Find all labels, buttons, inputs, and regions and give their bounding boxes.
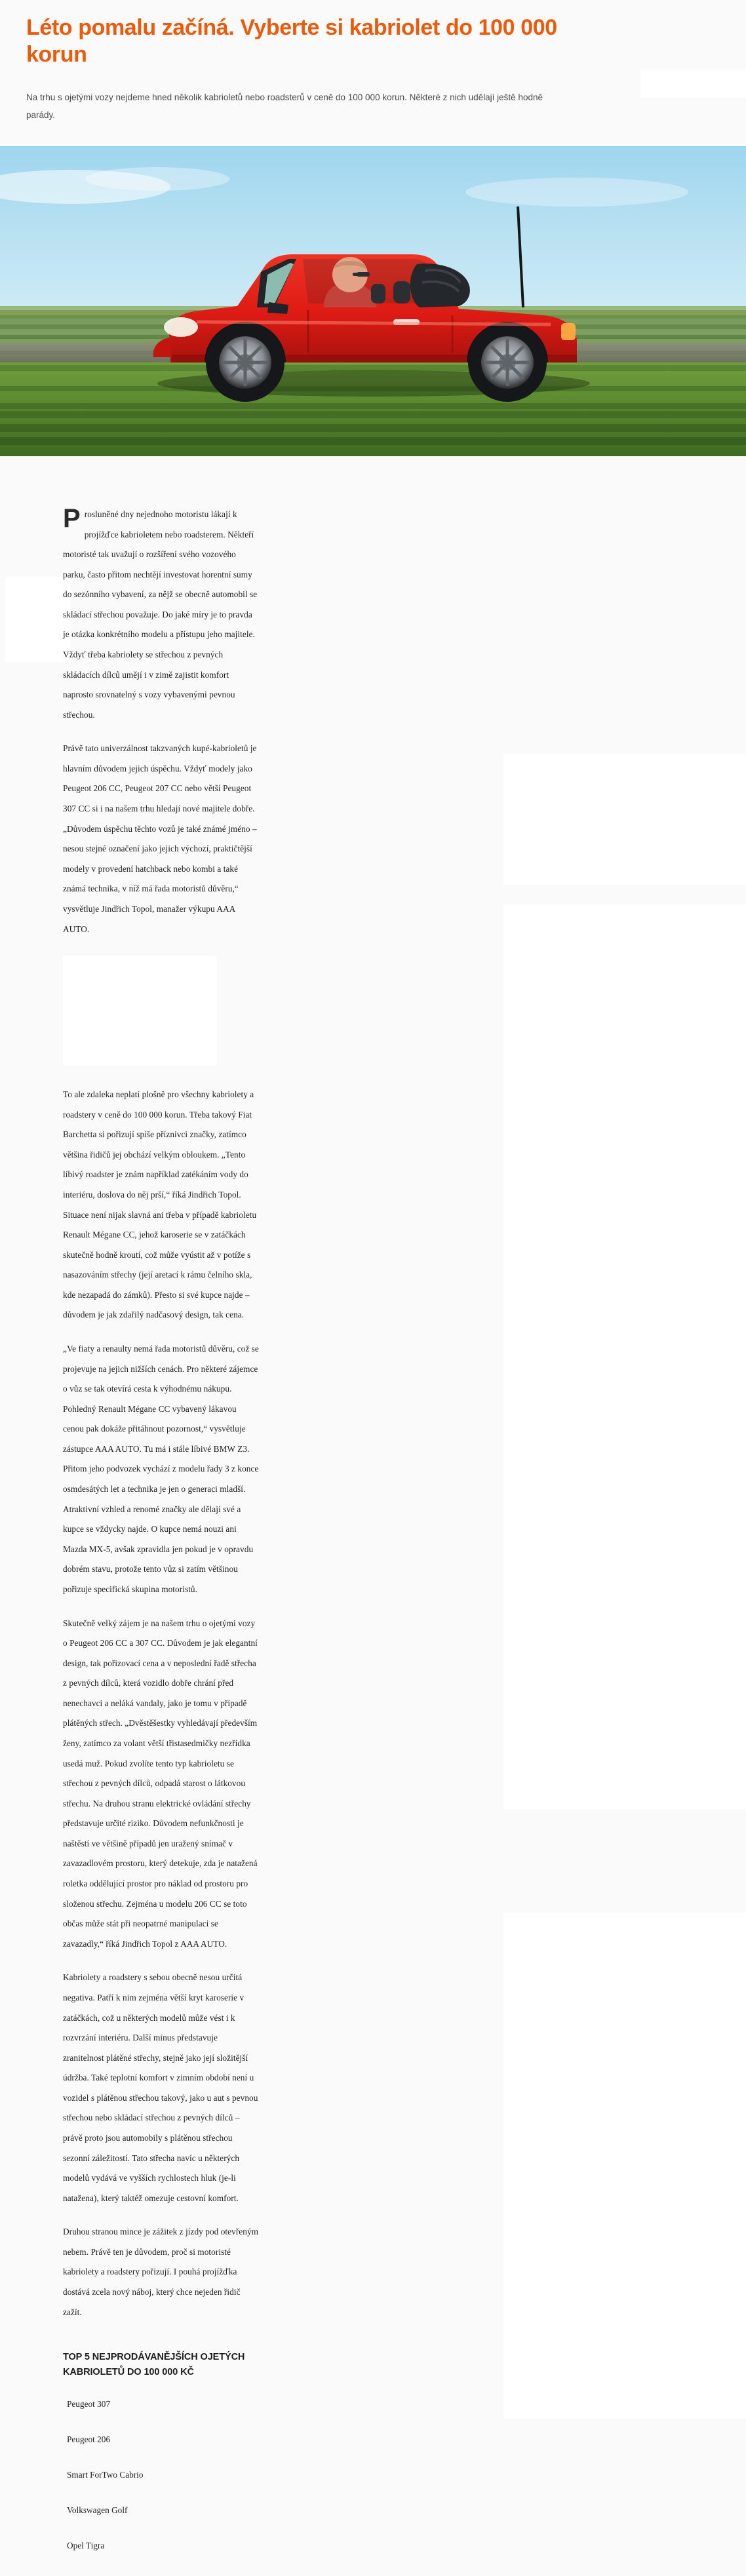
list-item: Smart ForTwo Cabrio bbox=[67, 2470, 144, 2480]
article-header bbox=[0, 0, 629, 124]
top5-title: TOP 5 NEJPRODÁVANĚJŠÍCH OJETÝCH KABRIOLETŮ DO 100 000 KČ bbox=[63, 2352, 245, 2377]
article-column bbox=[63, 505, 502, 2576]
paragraph: Právě tato univerzálnost takzvaných kupé-kabrioletů je hlavním důvodem jejich úspěchu. Vždyť modely jako Peugeot 206 CC, Peugeot 207 CC nebo větší Peugeot 307 CC si i na našem trhu hledají nové majitele dobře. „Důvodem úspěchu těchto vozů je také známé jméno – nesou stejné označení jako jejich výchozí, praktičtější modely v provedení hatchback nebo kombi a také známá technika, v níž má řada motoristů důvěru,“ vysvětluje Jindřich Topol, manažer výkupu AAA AUTO. bbox=[63, 743, 257, 934]
list-item: Peugeot 206 bbox=[67, 2434, 111, 2445]
list-item: Peugeot 307 bbox=[67, 2399, 111, 2410]
paragraph: Skutečně velký zájem je na našem trhu o ojetými vozy o Peugeot 206 CC a 307 CC. Důvodem je jak elegantní design, tak pořizovací cena a v neposlední řadě střecha z pevných dílců, která vozidlo dobře chrání před nenechavci a neláká vandaly, jako je tomu v případě plátěných střech. „Dvěstěšestky vyhledávají především ženy, zatímco za volant větší třistasedmičky nezřídka usedá muž. Pokud zvolíte tento typ kabrioletu se střechou z pevných dílců, odpadá starost o látkovou střechu. Na druhou stranu elektrické ovládání střechy představuje určité riziko. Důvodem nefunkčnosti je naštěstí ve většině případů jen uražený snímač v zavazadlovém prostoru, který detekuje, zda je natažená roletka oddělující prostor pro náklad od prostoru pro složenou střechu. Zejména u modelu 206 CC se toto občas může stát při neopatrné manipulaci se zavazadly,“ říká Jindřich Topol z AAA AUTO. bbox=[63, 1618, 258, 1949]
top5-list bbox=[63, 2399, 273, 2576]
article-perex: Na trhu s ojetými vozy nejdeme hned několik kabrioletů nebo roadsterů v ceně do 100 000 korun. Některé z nich udělají ještě hodně parády. bbox=[26, 92, 543, 120]
paragraph: Prosluněné dny nejednoho motoristu lákají k projížďce kabrioletem nebo roadsterem. Někteří motoristé tak uvažují o rozšíření svého vozového parku, často přitom nechtějí investovat horentní sumy do sezónního vybavení, za nějž se obecně automobil se skládací střechou považuje. Do jaké míry je to pravda je otázka konkrétního modelu a přístupu jeho majitele. Vždyť třeba kabriolety se střechou z pevných skládacích dílců umějí i v zimě zajistit komfort naprosto srovnatelný s vozy vybavenými pevnou střechou. bbox=[63, 503, 258, 720]
list-item: Volkswagen Golf bbox=[67, 2505, 128, 2515]
hero-illustration bbox=[0, 146, 746, 456]
article-body bbox=[0, 456, 746, 2576]
paragraph: Kabriolety a roadstery s sebou obecně nesou určitá negativa. Patří k nim zejména větší kryt karoserie v zatáčkách, což u některých modelů může vést i k rozvrzání interiéru. Další minus představuje zranitelnost plátěné střechy, stejně jako její složitější údržba. Také teplotní komfort v zimním období není u vozidel s plátěnou střechou takový, jako u aut s pevnou střechou nebo skládací střechou z pevných dílců – právě proto jsou automobily s plátěnou střechou sezonní záležitostí. Tato střecha navíc u některých modelů vydává ve vyšších rychlostech hluk (je-li natažena), který taktéž omezuje cestovní komfort. bbox=[63, 1972, 258, 2203]
page-title: Léto pomalu začíná. Vyberte si kabriolet do 100 000 korun bbox=[26, 15, 557, 68]
top5-section bbox=[63, 2350, 273, 2576]
paragraph: To ale zdaleka neplatí plošně pro všechny kabriolety a roadstery v ceně do 100 000 korun. Třeba takový Fiat Barchetta si pořizují spíše příznivci značky, zatímco většina řidičů jej obchází velkým obloukem. „Tento líbivý roadster je znám například zatékáním vody do interiéru, doslova do něj prší,“ říká Jindřich Topol. Situace není nijak slavná ani třeba v případě kabrioletu Renault Mégane CC, jehož karoserie se v zatáčkách skutečně hodně kroutí, což může vyústit až v potíže s nasazováním střechy (její aretací k rámu čelního skla, kde nezapadá do zámků). Přesto si své kupce najde – důvodem je jak zdařilý nadčasový design, tak cena. bbox=[63, 1089, 257, 1320]
paragraph: Druhou stranou mince je zážitek z jízdy pod otevřeným nebem. Právě ten je důvodem, proč si motoristé kabriolety a roadstery pořizují. I pouhá projížďka dostává zcela nový náboj, který chce nejeden řidič zažít. bbox=[63, 2227, 259, 2317]
paragraph: „Ve fiaty a renaulty nemá řada motoristů důvěru, což se projevuje na jejich nižších cenách. Pro některé zájemce o vůz se tak otevírá cesta k výhodnému nákupu. Pohledný Renault Mégane CC vybavený lákavou cenou pak dokáže přitáhnout pozornost,“ vysvětluje zástupce AAA AUTO. Tu má i stále líbivé BMW Z3. Přitom jeho podvozek vychází z modelu řady 3 z konce osmdesátých let a technika je jen o generaci mladší. Atraktivní vzhled a renomé značky ale dělají své a kupce se vždycky najde. O kupce nemá nouzi ani Mazda MX-5, avšak zpravidla jen pokud je v opravdu dobrém stavu, protože tento vůz si zatím většinou pořizuje specifická skupina motoristů. bbox=[63, 1344, 259, 1594]
hero-image bbox=[0, 146, 746, 456]
list-item: Opel Tigra bbox=[67, 2540, 105, 2550]
inline-ad-slot bbox=[63, 956, 217, 1066]
header-side-placeholder bbox=[640, 70, 746, 98]
